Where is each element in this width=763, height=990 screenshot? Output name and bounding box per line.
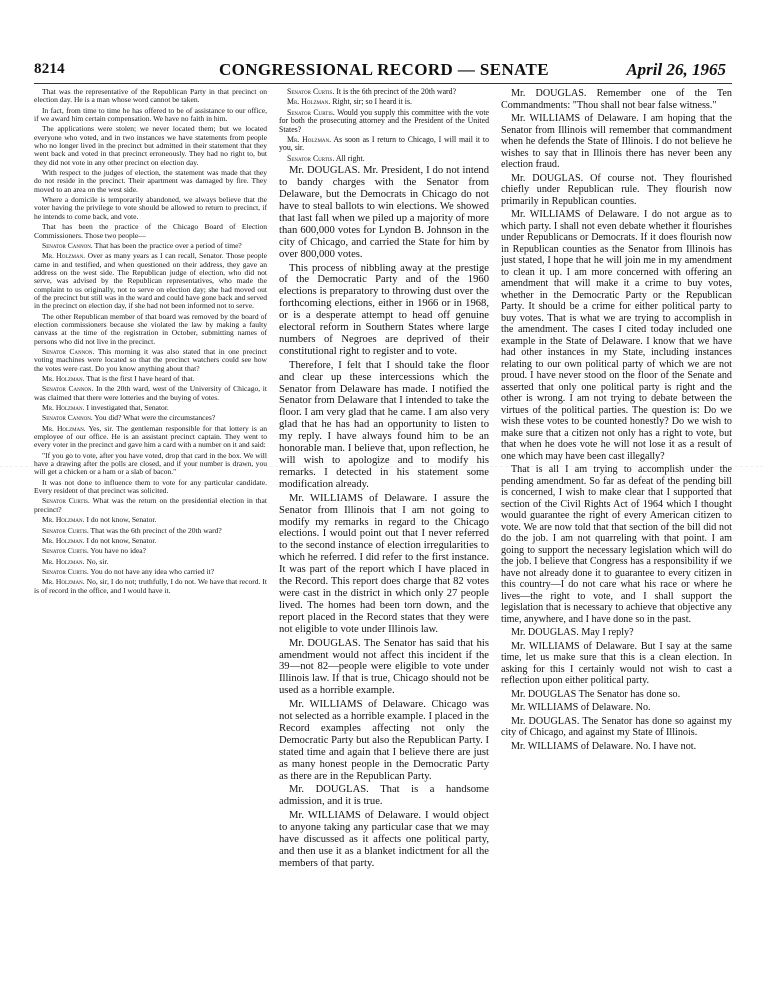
paragraph-text: Mr. DOUGLAS The Senator has done so. bbox=[511, 688, 681, 700]
paragraph bbox=[501, 741, 732, 753]
paragraph-text: Mr. DOUGLAS. Of course not. They flourished chiefly under Republican rule. They flourish now primarily in Republican counties. bbox=[501, 172, 732, 207]
paragraph bbox=[34, 313, 267, 346]
paragraph bbox=[501, 641, 732, 687]
speaker-name: Senator Cannon. bbox=[42, 384, 94, 394]
paragraph bbox=[34, 169, 267, 194]
paragraph-text: This process of nibbling away at the prestige of the Democratic Party and of the 1960 elections is preparatory to throwing dust over the forthcoming elections, either in 1966 or in 1968, or is a desperate attempt to head off genuine electoral reform in Southern States where large numbers of Negroes are deprived of their constitutional right to register and to vote. bbox=[279, 262, 489, 357]
paragraph-text: In fact, from time to time he has offered to be of assistance to our office, if we award him certain compensation. We have no faith in him. bbox=[34, 105, 267, 124]
paragraph bbox=[34, 568, 267, 576]
paragraph bbox=[501, 209, 732, 462]
paragraph bbox=[34, 223, 267, 240]
speaker-name: Senator Curtis. bbox=[287, 153, 335, 163]
paragraph bbox=[34, 537, 267, 545]
paragraph-text: Mr. WILLIAMS of Delaware. Chicago was not selected as a horrible example. I placed in the Record examples affecting not only the Democratic Party but also the Republican Party. I stated time and again that I believe there are just as many honest people in the Democratic Party as there are in the Republican Party. bbox=[279, 699, 489, 782]
paragraph-text: Mr. WILLIAMS of Delaware. But I say at the same time, let us make sure that this is a clean election. In asking for this I certainly would not wish to cast a reflection upon either political party. bbox=[501, 640, 732, 686]
paragraph-text: You do not have any idea who carried it? bbox=[90, 566, 215, 576]
paragraph bbox=[34, 196, 267, 221]
paragraph bbox=[34, 527, 267, 535]
paragraph-text: The other Republican member of that board was removed by the board of election commissioners because she violated the law by making a faulty canvass at the time of the registration in October, submitting names of persons who did not live in the precinct. bbox=[34, 311, 267, 346]
paragraph-text: That has been the practice over a period of time? bbox=[94, 240, 242, 250]
paragraph-text: Mr. WILLIAMS of Delaware. I am hoping that the Senator from Illinois will remember that commandment when he defends the State of Illinois. I do not believe he wishes to say that in Illinois there has never been any election fraud. bbox=[501, 113, 732, 170]
paragraph bbox=[279, 165, 489, 260]
paragraph bbox=[279, 493, 489, 636]
speaker-name: Senator Cannon. bbox=[42, 413, 93, 423]
speaker-name: Mr. Holzman. bbox=[42, 577, 85, 587]
speaker-name: Mr. Holzman. bbox=[42, 403, 85, 413]
publication-title: CONGRESSIONAL RECORD — SENATE bbox=[218, 60, 550, 79]
paragraph-text: Mr. WILLIAMS of Delaware. I would object to anyone taking any particular case that we may have discussed as it affects one political party, and then use it as a blanket indictment for all the members of that party. bbox=[279, 810, 489, 869]
speaker-name: Mr. Holzman. bbox=[42, 374, 85, 383]
paragraph-text: That has been the practice of the Chicago Board of Election Commissioners. Those two people— bbox=[34, 222, 267, 240]
paragraph bbox=[279, 136, 489, 153]
paragraph bbox=[501, 716, 732, 739]
speaker-name: Mr. Holzman. bbox=[42, 515, 85, 525]
issue-date: April 26, 1965 bbox=[626, 60, 726, 79]
paragraph bbox=[34, 558, 267, 566]
paragraph-text: Over as many years as I can recall, Senator. Those people came in and testified, and when questioned on their address, they gave an address on the west side. The Republican judge of election, who did not serve, was advised by the Republican representatives, who made the complaint to us originally, not to serve on election day; she had moved out of the precinct but still was in the ward and could have gone back and served in the precinct on election day, if she had not been informed not to serve. bbox=[34, 251, 267, 311]
paragraph-text: That was the 6th precinct of the 20th ward? bbox=[90, 525, 222, 535]
speaker-name: Senator Curtis. bbox=[42, 525, 89, 535]
speaker-name: Mr. Holzman. bbox=[42, 423, 86, 433]
paragraph-text: Mr. WILLIAMS of Delaware. No. I have not. bbox=[511, 740, 697, 752]
paragraph bbox=[501, 173, 732, 208]
speaker-name: Senator Cannon. bbox=[42, 240, 93, 250]
paragraph-text: Would you supply this committee with the vote for both the prosecuting attorney and the President of the United States? bbox=[279, 107, 489, 134]
paragraph bbox=[501, 627, 732, 639]
paragraph-text: I do not know, Senator. bbox=[86, 515, 157, 525]
paragraph bbox=[279, 263, 489, 358]
paragraph-text: I do not know, Senator. bbox=[86, 535, 157, 545]
speaker-name: Senator Curtis. bbox=[42, 546, 89, 556]
page-number: 8214 bbox=[34, 61, 65, 77]
paragraph bbox=[279, 810, 489, 870]
speaker-name: Senator Curtis. bbox=[287, 88, 335, 96]
paragraph-text: It is the 6th precinct of the 20th ward? bbox=[336, 88, 457, 96]
paragraph-text: All right. bbox=[335, 153, 365, 163]
paragraph bbox=[279, 88, 489, 96]
paragraph bbox=[34, 547, 267, 555]
paragraph bbox=[501, 113, 732, 171]
paragraph-text: Mr. DOUGLAS. Remember one of the Ten Commandments: "Thou shall not bear false witness." bbox=[501, 88, 732, 111]
column-left bbox=[34, 88, 267, 978]
paragraph-text: Mr. DOUGLAS. Mr. President, I do not intend to bandy charges with the Senator from Delaware, but the Democrats in Chicago do not have to steal ballots to win elections. We showed that last fall when we piled up a majority of more than 600,000 votes for Lyndon B. Johnson in the city of Chicago, and carried the State for him by over 800,000 votes. bbox=[279, 165, 489, 260]
paragraph-text: No, sir. bbox=[86, 556, 109, 566]
paragraph-text: I investigated that, Senator. bbox=[86, 403, 169, 413]
paragraph-text: This morning it was also stated that in one precinct voting machines were located so that the precinct watchers could see how the votes were cast. Do you know anything about that? bbox=[34, 346, 267, 373]
paragraph bbox=[34, 125, 267, 167]
speaker-name: Mr. Holzman. bbox=[42, 251, 86, 261]
paragraph-text: In the 20th ward, west of the University of Chicago, it was claimed that there were lotteries and the buying of votes. bbox=[34, 384, 267, 402]
paragraph bbox=[501, 689, 732, 701]
column-middle bbox=[279, 88, 489, 978]
paragraph bbox=[279, 360, 489, 491]
paragraph-text: Mr. DOUGLAS. May I reply? bbox=[511, 627, 634, 638]
paragraph bbox=[34, 252, 267, 310]
paragraph bbox=[501, 702, 732, 714]
paragraph-text: The applications were stolen; we never located them; but we located everyone who voted, and in two instances we have statements from people who no longer lived in the precinct but admitted in their statement that they went back and voted in that precinct erroneously. They had no right to, but they did not vote in any other precinct on election day. bbox=[34, 124, 267, 167]
paragraph bbox=[34, 414, 267, 422]
paragraph-text: Where a domicile is temporarily abandoned, we always believe that the voter having the privilege to vote should be allowed to return to precinct, if he intends to come back, and vote. bbox=[34, 195, 267, 221]
paragraph-text: Mr. WILLIAMS of Delaware. I do not argue as to which party. I shall not even debate whether it flourishes under Republicans or Democrats. If it does flourish now in Republican counties as the Senator from Illinois has just stated, I hope that he will join me in my amendment to clean it up. I am more concerned with offering an amendment that will make it a crime to buy votes, whether in the Democratic Party or the Republican Party. It should be a crime for either political party to buy votes. That is what we are trying to accomplish in the amendment. The cases I cited today included one example in the State of Delaware. I know that we have had other instances in my State, including instances relating to our own political party of which we are not proud. I have never stood on the floor of the Senate and asserted that only one political party is right and the other is wrong. I am not trying to debate between the virtues of the political parties. The question is: Do we wish these votes to be counted honestly? Do we wish to make sure that a citizen not only has a right to vote, but that when he does vote he will not lose it as a result of one which may have been cast illegally? bbox=[501, 209, 732, 462]
paragraph-text: Mr. DOUGLAS. That is a handsome admission, and it is true. bbox=[279, 784, 489, 808]
paragraph bbox=[34, 375, 267, 383]
paragraph bbox=[501, 464, 732, 625]
speaker-name: Senator Curtis. bbox=[287, 107, 335, 117]
speaker-name: Mr. Holzman. bbox=[42, 535, 85, 545]
paragraph bbox=[34, 479, 267, 496]
speaker-name: Mr. Holzman. bbox=[287, 135, 332, 145]
paragraph-text: What was the return on the presidential election in that precinct? bbox=[34, 496, 267, 514]
paragraph-text: Mr. WILLIAMS of Delaware. I assure the Senator from Illinois that I am not going to modify my remarks in regard to the Chicago elections. I would point out that I never referred to the second instance of election irregularities to which he referred. I did refer to the first instance. It was part of the report which I have placed in the Record. This report does charge that 82 votes were cast in the district in which only 27 people lived. The homes had been torn down, and the report placed in the Record states that they were not eligible to vote under Illinois law. bbox=[279, 492, 489, 635]
speaker-name: Senator Curtis. bbox=[42, 566, 89, 576]
paragraph bbox=[34, 348, 267, 373]
paragraph bbox=[279, 98, 489, 106]
paragraph-text: That was the representative of the Republican Party in that precinct on election day. He is a man whose word cannot be taken. bbox=[34, 88, 267, 105]
paragraph bbox=[279, 784, 489, 808]
speaker-name: Mr. Holzman. bbox=[42, 556, 85, 566]
paragraph bbox=[34, 385, 267, 402]
column-right bbox=[501, 88, 732, 978]
speaker-name: Mr. Holzman. bbox=[287, 97, 331, 107]
paragraph-text: Mr. WILLIAMS of Delaware. No. bbox=[511, 702, 651, 713]
paragraph bbox=[279, 699, 489, 782]
paragraph-text: "If you go to vote, after you have voted, drop that card in the box. We will have a drawing after the polls are closed, and if your number is drawn, you will get a chicken or a ham or a slab of bacon." bbox=[34, 450, 267, 477]
paragraph bbox=[34, 404, 267, 412]
paragraph-text: Mr. DOUGLAS. The Senator has done so against my city of Chicago, and against my State of Illinois. bbox=[501, 715, 732, 738]
paragraph bbox=[34, 452, 267, 477]
paragraph-text: As soon as I return to Chicago, I will mail it to you, sir. bbox=[279, 135, 489, 153]
paragraph bbox=[501, 88, 732, 111]
paragraph-text: You did? What were the circumstances? bbox=[94, 413, 216, 423]
speaker-name: Senator Curtis. bbox=[42, 496, 90, 506]
paragraph bbox=[34, 242, 267, 250]
paragraph bbox=[279, 109, 489, 134]
paragraph-text: Yes, sir. The gentleman responsible for that lottery is an employee of our office. He is an assistant precinct captain. They went to every voter in the precinct and gave him a card with a number on it and said: bbox=[34, 423, 267, 450]
paragraph bbox=[279, 155, 489, 163]
page-header bbox=[34, 60, 734, 84]
paragraph-text: Therefore, I felt that I should take the floor and clear up these intercessions which the Senator from Delaware has made. I notified the Senator from Delaware that I intended to take the floor. I am very glad that he came. I am also very glad that he has had an opportunity to listen to my reply. I have always found him to be an honorable man. I believe that, upon reflection, he will wish to apologize and to modify his remarks. I detected in his statement some modification already. bbox=[279, 359, 489, 490]
paragraph bbox=[34, 88, 267, 105]
paragraph bbox=[34, 425, 267, 450]
paragraph-text: You have no idea? bbox=[90, 546, 147, 556]
paragraph-text: With respect to the judges of election, the statement was made that they do not reside in the precinct. Their apartment was damaged by fire. They moved to an area on the west side. bbox=[34, 168, 267, 194]
paragraph bbox=[34, 497, 267, 514]
paragraph bbox=[34, 578, 267, 595]
paragraph bbox=[279, 638, 489, 698]
paragraph-text: Mr. DOUGLAS. The Senator has said that his amendment would not affect this incident if the 39—not 82—people were eligible to vote under Illinois law. If that is true, Chicago should not be used as a horrible example. bbox=[279, 637, 489, 697]
paragraph-text: That is the first I have heard of that. bbox=[86, 374, 195, 383]
header-rule bbox=[34, 83, 732, 84]
paragraph bbox=[34, 107, 267, 124]
paragraph-text: That is all I am trying to accomplish under the pending amendment. So far as defeat of the pending bill is concerned, I wish to make clear that I supported that section of the Civil Rights Act of 1964 which I thought would guarantee the right of every American citizen to vote. We are now told that that section of the bill did not do the job. I am not quarreling with that point. I am going to support the necessary legislation which will do the job. I believe that Congress has a responsibility if we have not already done it to guarantee to every citizen in this country—I do not care what his race or where he lives—the right to vote, and I shall support the legislation that is necessary to achieve that objective any time, anywhere, and I have done so in the past. bbox=[501, 464, 732, 625]
paragraph-text: No, sir, I do not; truthfully, I do not. We have that record. It is of record in the office, and I would have it. bbox=[34, 577, 267, 595]
paragraph-text: It was not done to influence them to vote for any particular candidate. Every resident of that precinct was solicited. bbox=[34, 477, 267, 496]
paragraph-text: Right, sir; so I heard it is. bbox=[332, 97, 412, 107]
paragraph bbox=[34, 516, 267, 524]
speaker-name: Senator Cannon. bbox=[42, 346, 95, 356]
